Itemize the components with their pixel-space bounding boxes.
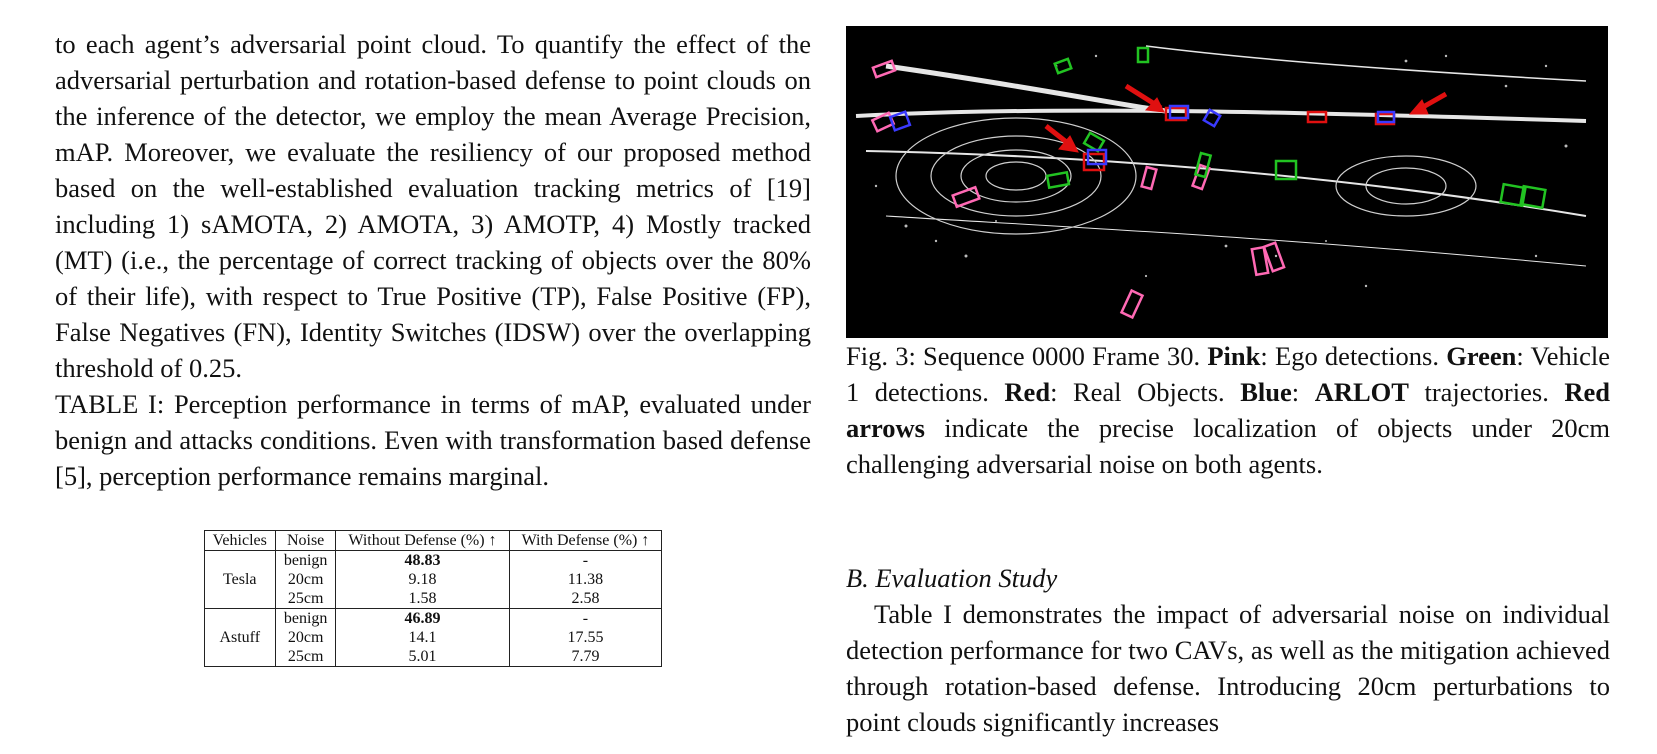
caption-prefix: Fig. 3: Sequence 0000 Frame 30. (846, 341, 1208, 371)
lidar-figure (846, 26, 1608, 338)
noise-cell: 25cm (275, 589, 336, 609)
vehicle-cell: Astuff (204, 609, 275, 667)
with-cell: 11.38 (509, 570, 662, 589)
astuff-group (204, 609, 662, 667)
caption-arrows-label: Red arrows (846, 377, 1611, 443)
with-cell: 17.55 (509, 628, 662, 647)
vehicle-cell: Tesla (204, 551, 275, 609)
caption-pink-text: : Ego detections. (1260, 341, 1447, 371)
header-vehicles: Vehicles (204, 531, 275, 551)
table-row (204, 551, 662, 571)
section-heading: B. Evaluation Study (846, 563, 1058, 593)
caption-blue-label: Blue (1240, 377, 1292, 407)
left-column (55, 26, 811, 667)
figure-background (846, 26, 1608, 338)
right-column (846, 26, 1610, 740)
noise-cell: benign (275, 551, 336, 571)
caption-arlot: ARLOT (1314, 377, 1409, 407)
caption-pink-label: Pink (1207, 341, 1261, 371)
noise-cell: 25cm (275, 647, 336, 667)
caption-blue-text: trajectories. (1408, 377, 1565, 407)
with-cell: - (509, 609, 662, 629)
evaluation-paragraph: Table I demonstrates the impact of adversarial noise on individual detection performance for two CAVs, as well as the mitigation achieved through rotation-based defense. Introducing 20cm perturbations to point clouds significantly increases (846, 599, 1610, 737)
without-cell: 46.89 (336, 609, 509, 629)
caption-arrows-text: indicate the precise localization of objects under 20cm challenging adversarial noise on both agents. (846, 413, 1610, 479)
without-cell: 14.1 (336, 628, 509, 647)
caption-green-label: Green (1446, 341, 1517, 371)
caption-blue-sep: : (1291, 377, 1315, 407)
results-table (204, 530, 663, 667)
table-caption: TABLE I: Perception performance in terms of mAP, evaluated under benign and attacks conditions. Even with transformation based defense [5], perception performance remains marginal. (55, 389, 811, 491)
caption-red-label: Red (1004, 377, 1051, 407)
without-cell: 1.58 (336, 589, 509, 609)
without-cell: 9.18 (336, 570, 509, 589)
table-wrapper (55, 530, 811, 667)
noise-cell: 20cm (275, 570, 336, 589)
header-noise: Noise (275, 531, 336, 551)
caption-red-text: : Real Objects. (1050, 377, 1241, 407)
with-cell: 2.58 (509, 589, 662, 609)
table-header-row (204, 531, 662, 551)
table-row (204, 609, 662, 629)
caption-green-text: : Vehicle 1 detections. (846, 341, 1610, 407)
metrics-paragraph: to each agent’s adversarial point cloud. To quantify the effect of the adversarial perturbation and rotation-based defense to point clouds on the inference of the detector, we employ the mean Average Precision, mAP. Moreover, we evaluate the resiliency of our proposed method based on the well-established evaluation tracking metrics of [19] including 1) sAMOTA, 2) AMOTA, 3) AMOTP, 4) Mostly tracked (MT) (i.e., the percentage of correct tracking of objects over the 80% of their life), with respect to True Positive (TP), False Positive (FP), False Negatives (FN), Identity Switches (IDSW) over the overlapping threshold of 0.25. (55, 29, 811, 383)
noise-cell: benign (275, 609, 336, 629)
with-cell: - (509, 551, 662, 571)
with-cell: 7.79 (509, 647, 662, 667)
without-cell: 48.83 (336, 551, 509, 571)
header-with-defense: With Defense (%) ↑ (509, 531, 662, 551)
header-without-defense: Without Defense (%) ↑ (336, 531, 509, 551)
noise-cell: 20cm (275, 628, 336, 647)
figure-caption (846, 338, 1610, 482)
without-cell: 5.01 (336, 647, 509, 667)
tesla-group (204, 551, 662, 609)
